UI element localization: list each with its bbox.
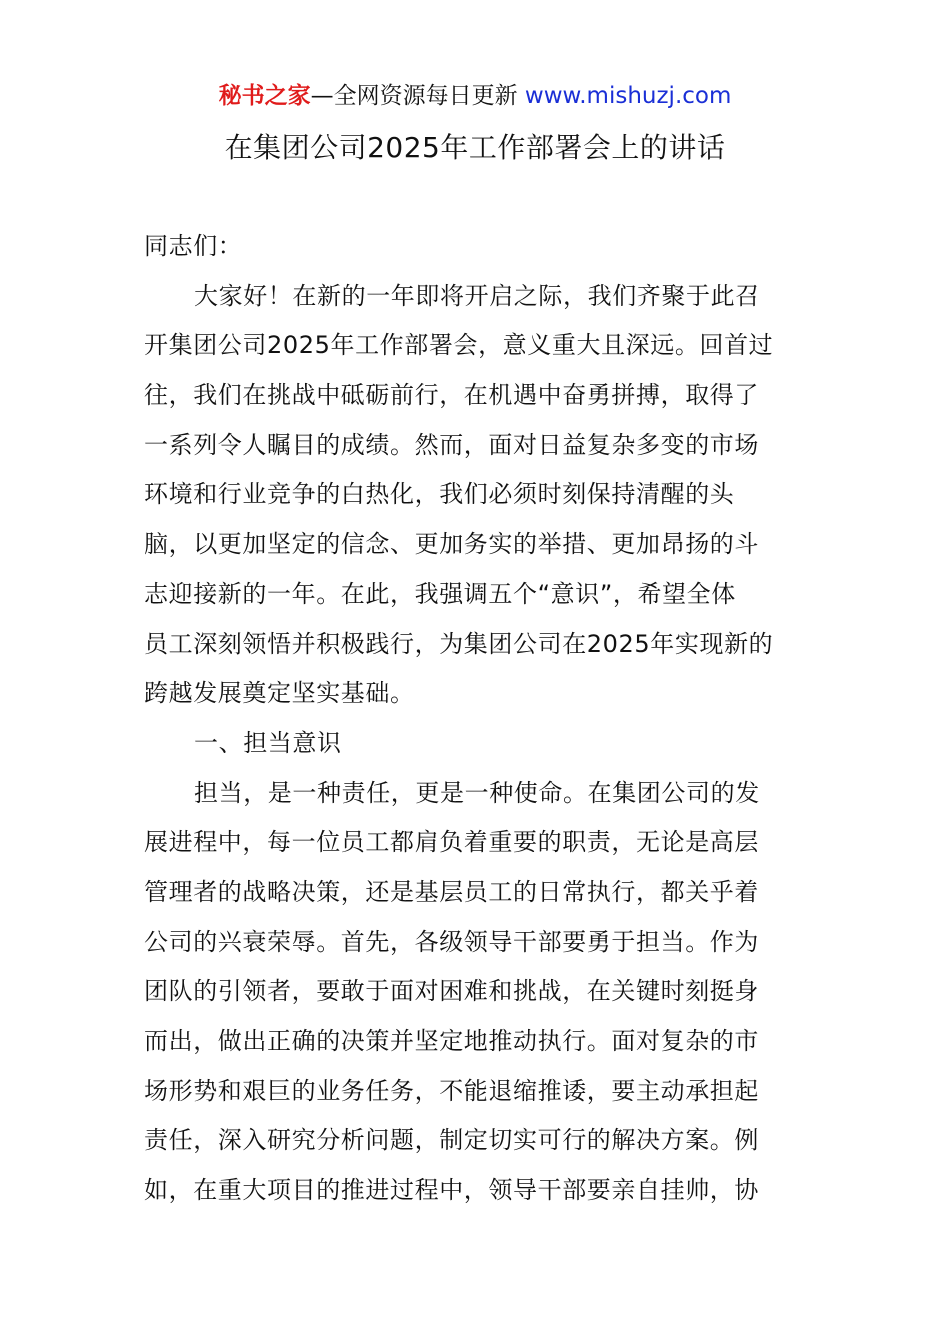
paragraph-line: 大家好！在新的一年即将开启之际，我们齐聚于此召 — [194, 281, 760, 310]
document-body — [144, 226, 808, 1220]
paragraph-line: 跨越发展奠定坚实基础。 — [144, 679, 415, 708]
salutation-line: 同志们： — [144, 232, 243, 260]
paragraph-line: 展进程中，每一位员工都肩负着重要的职责，无论是高层 — [144, 828, 759, 857]
paragraph-line: 公司的兴衰荣辱。首先，各级领导干部要勇于担当。作为 — [144, 927, 759, 956]
paragraph-line: 志迎接新的一年。在此，我强调五个“意识”，希望全体 — [144, 579, 736, 608]
header-slogan: —全网资源每日更新 — [310, 83, 518, 109]
paragraph-line: 管理者的战略决策，还是基层员工的日常执行，都关乎着 — [144, 877, 759, 906]
site-header — [0, 80, 950, 112]
paragraph-line: 一系列令人瞩目的成绩。然而，面对日益复杂多变的市场 — [144, 430, 759, 459]
brand-name: 秘书之家 — [218, 83, 311, 109]
paragraph-line: 场形势和艰巨的业务任务，不能退缩推诿，要主动承担起 — [144, 1076, 759, 1105]
paragraph-line: 如，在重大项目的推进过程中，领导干部要亲自挂帅，协 — [144, 1176, 759, 1205]
section-heading: 一、担当意识 — [194, 728, 342, 757]
paragraph-line: 团队的引领者，要敢于面对困难和挑战，在关键时刻挺身 — [144, 977, 759, 1006]
site-url-link[interactable]: www.mishuzj.com — [524, 83, 732, 109]
paragraph-line: 脑，以更加坚定的信念、更加务实的举措、更加昂扬的斗 — [144, 530, 759, 559]
paragraph-line: 开集团公司2025年工作部署会，意义重大且深远。回首过 — [144, 331, 774, 360]
document-title: 在集团公司2025年工作部署会上的讲话 — [224, 131, 726, 164]
paragraph-line: 员工深刻领悟并积极践行，为集团公司在2025年实现新的 — [144, 629, 774, 658]
paragraph-line: 往，我们在挑战中砥砺前行，在机遇中奋勇拼搏，取得了 — [144, 381, 759, 410]
paragraph-line: 而出，做出正确的决策并坚定地推动执行。面对复杂的市 — [144, 1027, 759, 1055]
paragraph-line: 担当，是一种责任，更是一种使命。在集团公司的发 — [194, 778, 760, 807]
paragraph-line: 环境和行业竞争的白热化，我们必须时刻保持清醒的头 — [144, 480, 735, 509]
paragraph-line: 责任，深入研究分析问题，制定切实可行的解决方案。例 — [144, 1126, 759, 1155]
